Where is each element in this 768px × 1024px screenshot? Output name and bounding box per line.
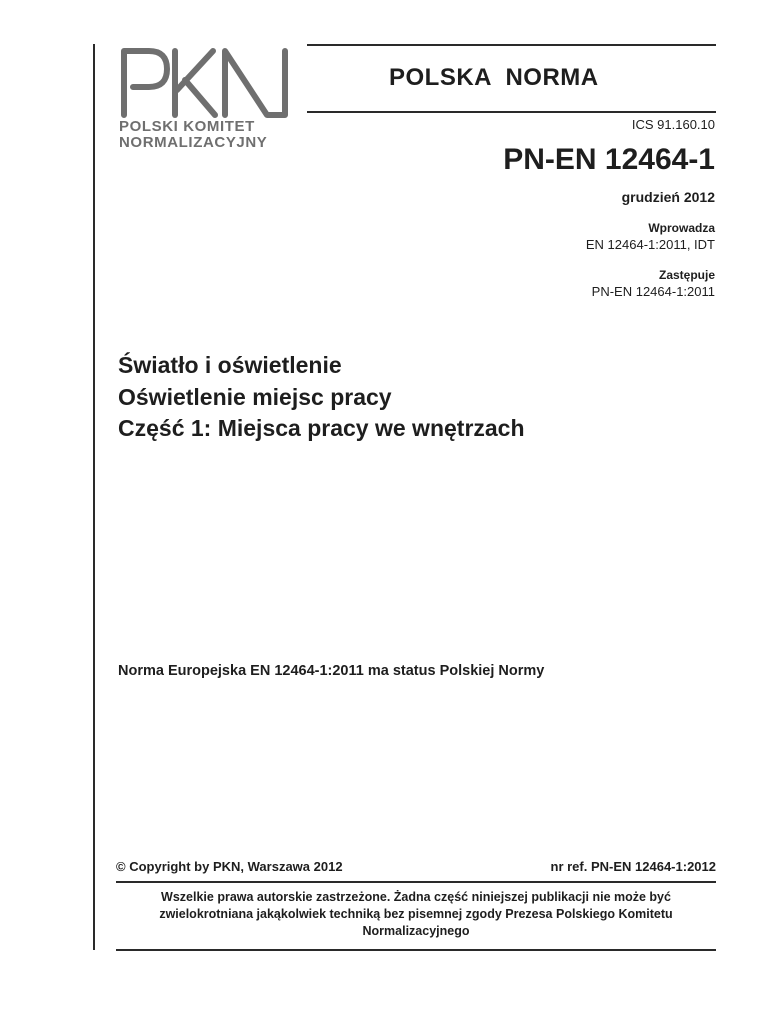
replaces-value: PN-EN 12464-1:2011 [591,284,715,299]
publication-date: grudzień 2012 [621,189,715,205]
reference-number: nr ref. PN-EN 12464-1:2012 [550,859,716,874]
copyright-notice: © Copyright by PKN, Warszawa 2012 [116,859,343,874]
title-line-2: Oświetlenie miejsc pracy [118,384,392,410]
replaces-label: Zastępuje [658,268,715,282]
pkn-logo [119,46,289,118]
introduces-value: EN 12464-1:2011, IDT [585,237,715,252]
introduces-label: Wprowadza [648,221,715,235]
norm-type-heading: POLSKA NORMA [389,64,599,91]
logo-subtitle-line2: NORMALIZACYJNY [119,134,268,151]
title-line-3: Część 1: Miejsca pracy we wnętrzach [118,415,525,441]
header-bottom-rule [307,111,716,113]
rights-line-3: Normalizacyjnego [362,924,470,938]
left-margin-rule [93,44,95,950]
rights-line-1: Wszelkie prawa autorskie zastrzeżone. Żadna część niniejszej publikacji nie może być [161,890,671,904]
rights-line-2: zwielokrotniana jakąkolwiek techniką bez pisemnej zgody Prezesa Polskiego Komitetu [159,907,673,921]
standard-code: PN-EN 12464-1 [503,143,715,176]
footer-top-rule [116,881,716,883]
logo-subtitle-line1: POLSKI KOMITET [119,118,255,135]
header-top-rule [307,44,716,46]
status-statement: Norma Europejska EN 12464-1:2011 ma status Polskiej Normy [118,663,545,679]
title-line-1: Światło i oświetlenie [118,352,342,378]
rights-reserved-notice [116,889,716,940]
ics-code: ICS 91.160.10 [631,117,715,132]
footer-bottom-rule [116,949,716,951]
